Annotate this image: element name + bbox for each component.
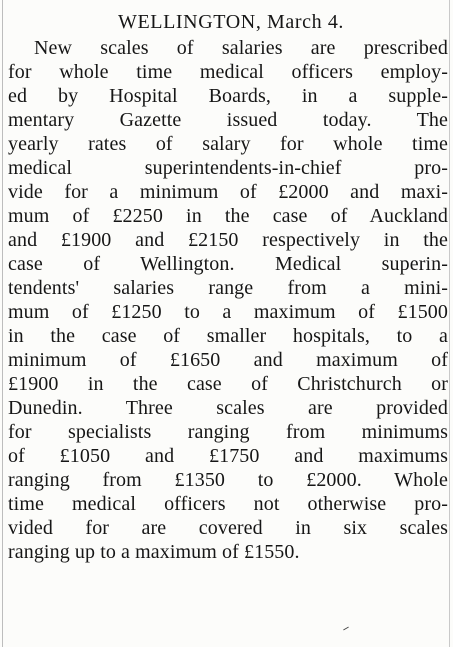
body-line: vide for a minimum of £2000 and maxi- (8, 181, 448, 203)
body-line: tendents' salaries range from a mini- (8, 277, 448, 299)
dateline: WELLINGTON, March 4. (118, 11, 345, 33)
body-line: New scales of salaries are prescribed (34, 37, 448, 59)
body-line: for specialists ranging from minimums (8, 421, 448, 443)
body-line: vided for are covered in six scales (8, 517, 448, 539)
column-rule-right (449, 0, 450, 647)
body-line: Dunedin. Three scales are provided (8, 397, 448, 419)
article (8, 8, 448, 564)
body-line: mum of £2250 in the case of Auckland (8, 205, 448, 227)
article-body (8, 36, 448, 564)
body-line: mentary Gazette issued today. The (8, 109, 448, 131)
body-line: yearly rates of salary for whole time (8, 133, 448, 155)
body-line: for whole time medical officers employ- (8, 61, 448, 83)
body-line: in the case of smaller hospitals, to a (8, 325, 448, 347)
body-line: time medical officers not otherwise pro- (8, 493, 448, 515)
body-line: case of Wellington. Medical superin- (8, 253, 448, 275)
body-line: mum of £1250 to a maximum of £1500 (8, 301, 448, 323)
body-line: £1900 in the case of Christchurch or (8, 373, 448, 395)
body-line: medical superintendents-in-chief pro- (8, 157, 448, 179)
body-line: and £1900 and £2150 respectively in the (8, 229, 448, 251)
body-line: ranging up to a maximum of £1550. (8, 541, 300, 563)
body-line: minimum of £1650 and maximum of (8, 349, 448, 371)
column-rule-left (2, 0, 3, 647)
body-line: ed by Hospital Boards, in a supple- (8, 85, 448, 107)
print-speck (343, 627, 349, 631)
body-line: ranging from £1350 to £2000. Whole (8, 469, 448, 491)
body-line: of £1050 and £1750 and maximums (8, 445, 448, 467)
